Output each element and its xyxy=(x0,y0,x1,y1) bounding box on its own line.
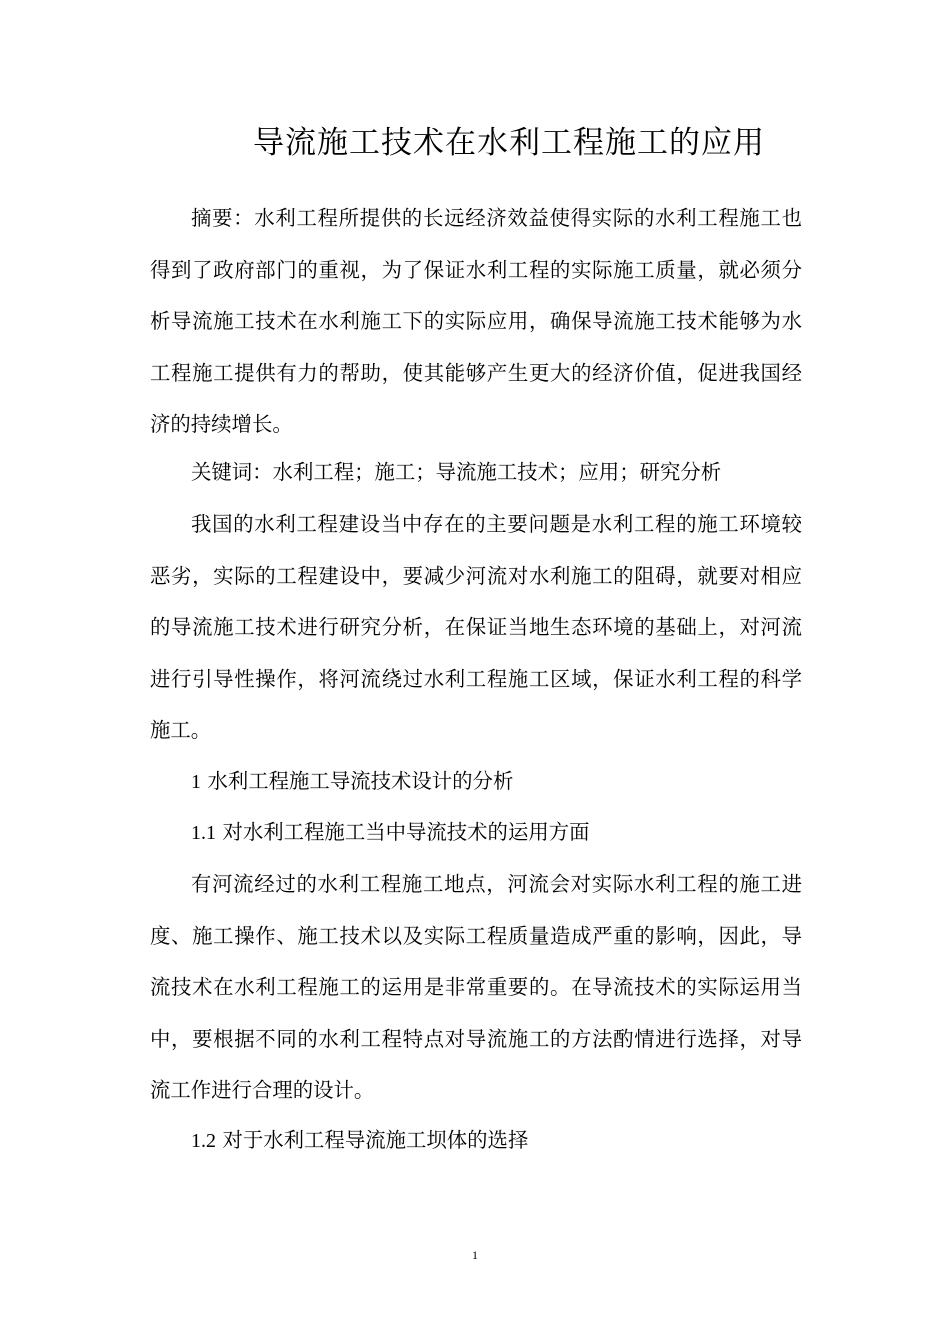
page-number: 1 xyxy=(472,1248,478,1262)
section-1-2-number: 1.2 xyxy=(191,1130,216,1152)
document-title: 导流施工技术在水利工程施工的应用 xyxy=(253,125,765,161)
section-1-heading xyxy=(191,756,513,809)
abstract-paragraph: 摘要：水利工程所提供的长远经济效益使得实际的水利工程施工也得到了政府部门的重视，为了保证水利工程的实际施工质量，就必须分析导流施工技术在水利施工下的实际应用，确保导流施工技术能够为水工程施工提供有力的帮助，使其能够产生更大的经济价值，促进我国经济的持续增长。 xyxy=(150,206,802,436)
section-1-title: 水利工程施工导流技术设计的分析 xyxy=(207,769,514,793)
intro-paragraph: 我国的水利工程建设当中存在的主要问题是水利工程的施工环境较恶劣，实际的工程建设中，要减少河流对水利施工的阻碍，就要对相应的导流施工技术进行研究分析，在保证当地生态环境的基础上，对河流进行引导性操作，将河流绕过水利工程施工区域，保证水利工程的科学施工。 xyxy=(150,512,802,742)
section-1-1-heading xyxy=(191,807,590,860)
keywords-paragraph: 关键词：水利工程；施工；导流施工技术；应用；研究分析 xyxy=(191,460,722,484)
section-1-1-number: 1.1 xyxy=(191,822,216,844)
section-1-1-paragraph: 有河流经过的水利工程施工地点，河流会对实际水利工程的施工进度、施工操作、施工技术以及实际工程质量造成严重的影响，因此，导流技术在水利工程施工的运用是非常重要的。在导流技术的实际运用当中，要根据不同的水利工程特点对导流施工的方法酌情进行选择，对导流工作进行合理的设计。 xyxy=(150,872,802,1102)
section-1-number: 1 xyxy=(191,771,201,793)
section-1-2-heading xyxy=(191,1115,528,1168)
section-1-1-title: 对水利工程施工当中导流技术的运用方面 xyxy=(222,820,590,844)
section-1-2-title: 对于水利工程导流施工坝体的选择 xyxy=(222,1128,529,1152)
